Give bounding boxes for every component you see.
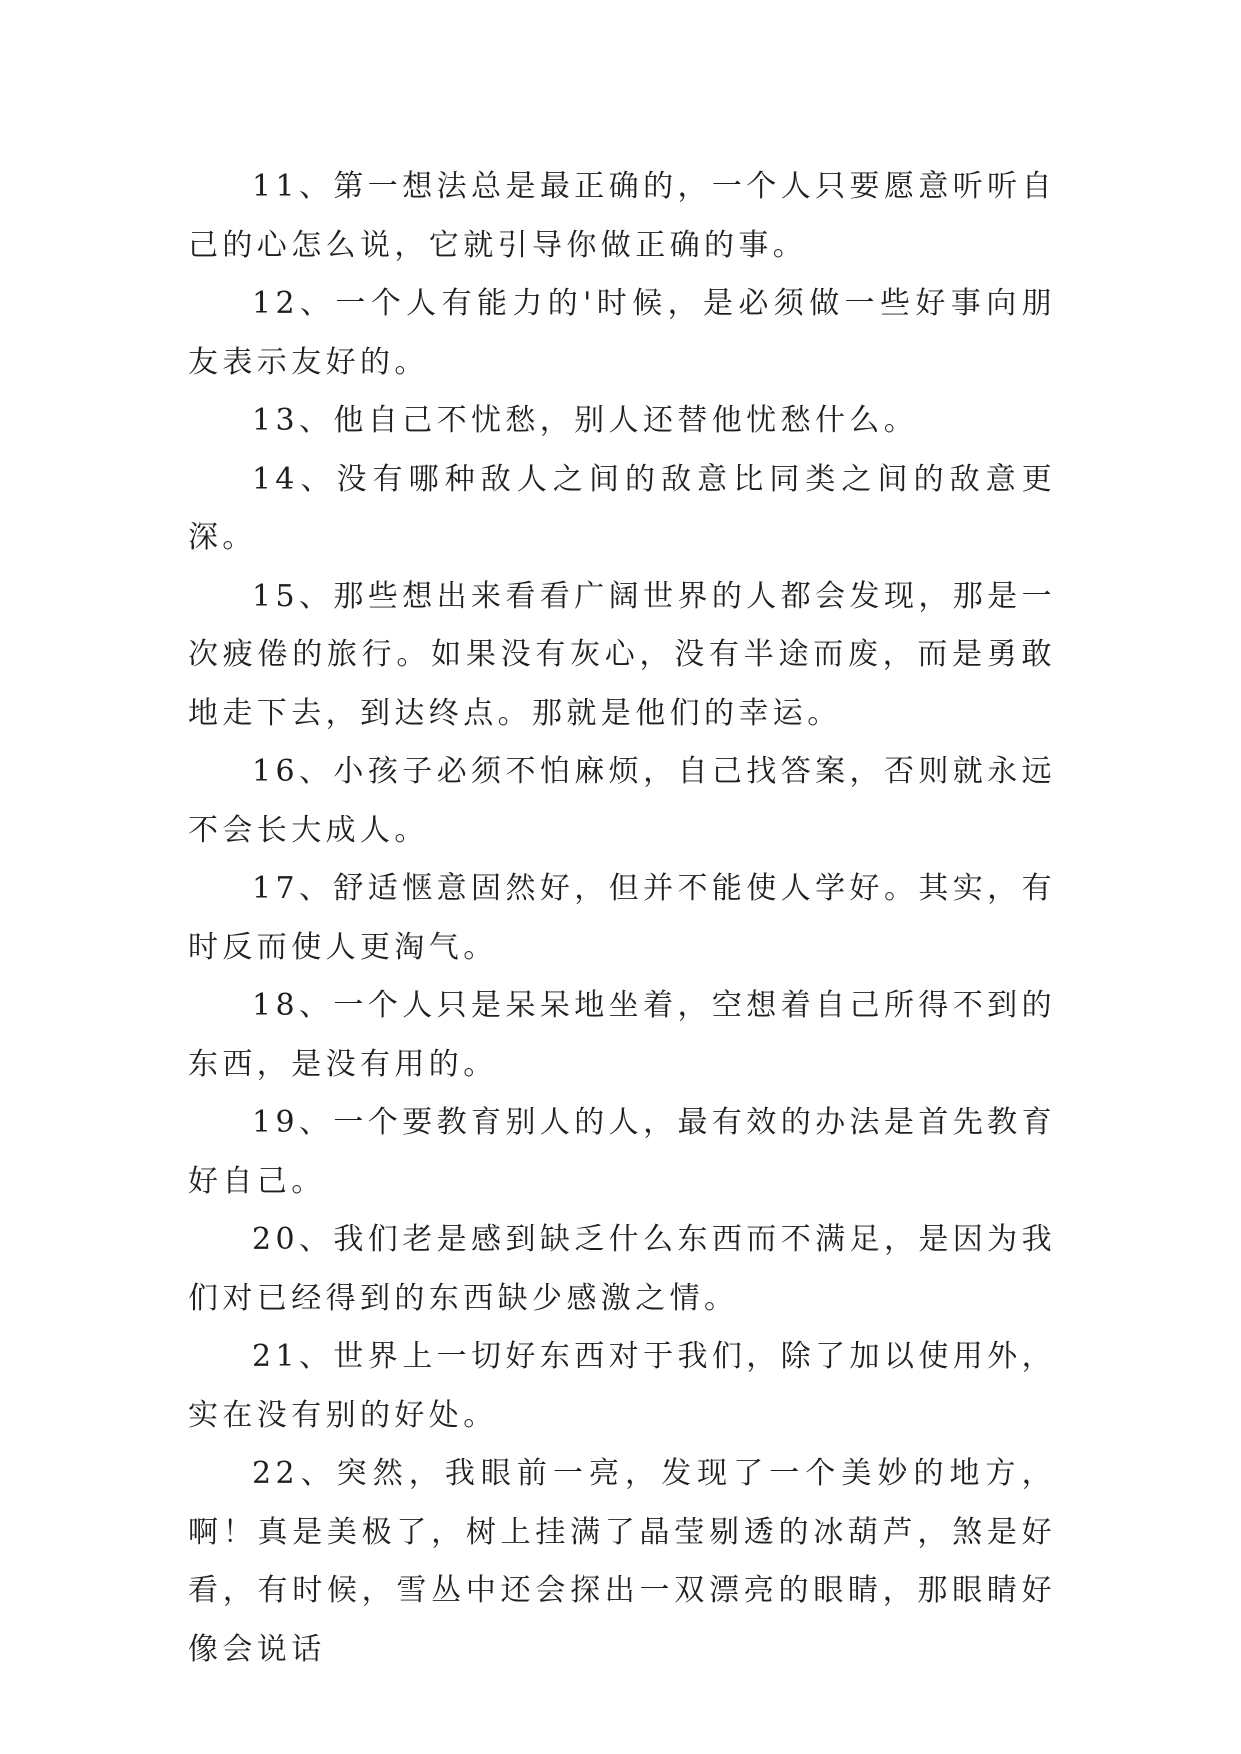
paragraph-16: 16、小孩子必须不怕麻烦，自己找答案，否则就永远不会长大成人。 (188, 754, 1056, 848)
paragraph-20: 20、我们老是感到缺乏什么东西而不满足，是因为我们对已经得到的东西缺少感激之情。 (188, 1222, 1056, 1316)
paragraph-15: 15、那些想出来看看广阔世界的人都会发现，那是一次疲倦的旅行。如果没有灰心，没有半途而废，而是勇敢地走下去，到达终点。那就是他们的幸运。 (188, 578, 1056, 731)
paragraph-11: 11、第一想法总是最正确的，一个人只要愿意听听自己的心怎么说，它就引导你做正确的事。 (188, 169, 1056, 263)
paragraph-21: 21、世界上一切好东西对于我们，除了加以使用外，实在没有别的好处。 (188, 1339, 1056, 1433)
paragraph-18: 18、一个人只是呆呆地坐着，空想着自己所得不到的东西，是没有用的。 (188, 988, 1056, 1082)
paragraph-12: 12、一个人有能力的'时候，是必须做一些好事向朋友表示友好的。 (188, 286, 1056, 380)
paragraph-14: 14、没有哪种敌人之间的敌意比同类之间的敌意更深。 (188, 461, 1056, 555)
paragraph-22: 22、突然，我眼前一亮，发现了一个美妙的地方，啊！真是美极了，树上挂满了晶莹剔透的冰葫芦，煞是好看，有时候，雪丛中还会探出一双漂亮的眼睛，那眼睛好像会说话 (188, 1456, 1056, 1667)
paragraph-19: 19、一个要教育别人的人，最有效的办法是首先教育好自己。 (188, 1105, 1056, 1199)
paragraph-13: 13、他自己不忧愁，别人还替他忧愁什么。 (252, 403, 919, 438)
paragraph-17: 17、舒适惬意固然好，但并不能使人学好。其实，有时反而使人更淘气。 (188, 871, 1056, 965)
document-body (188, 158, 1056, 1679)
